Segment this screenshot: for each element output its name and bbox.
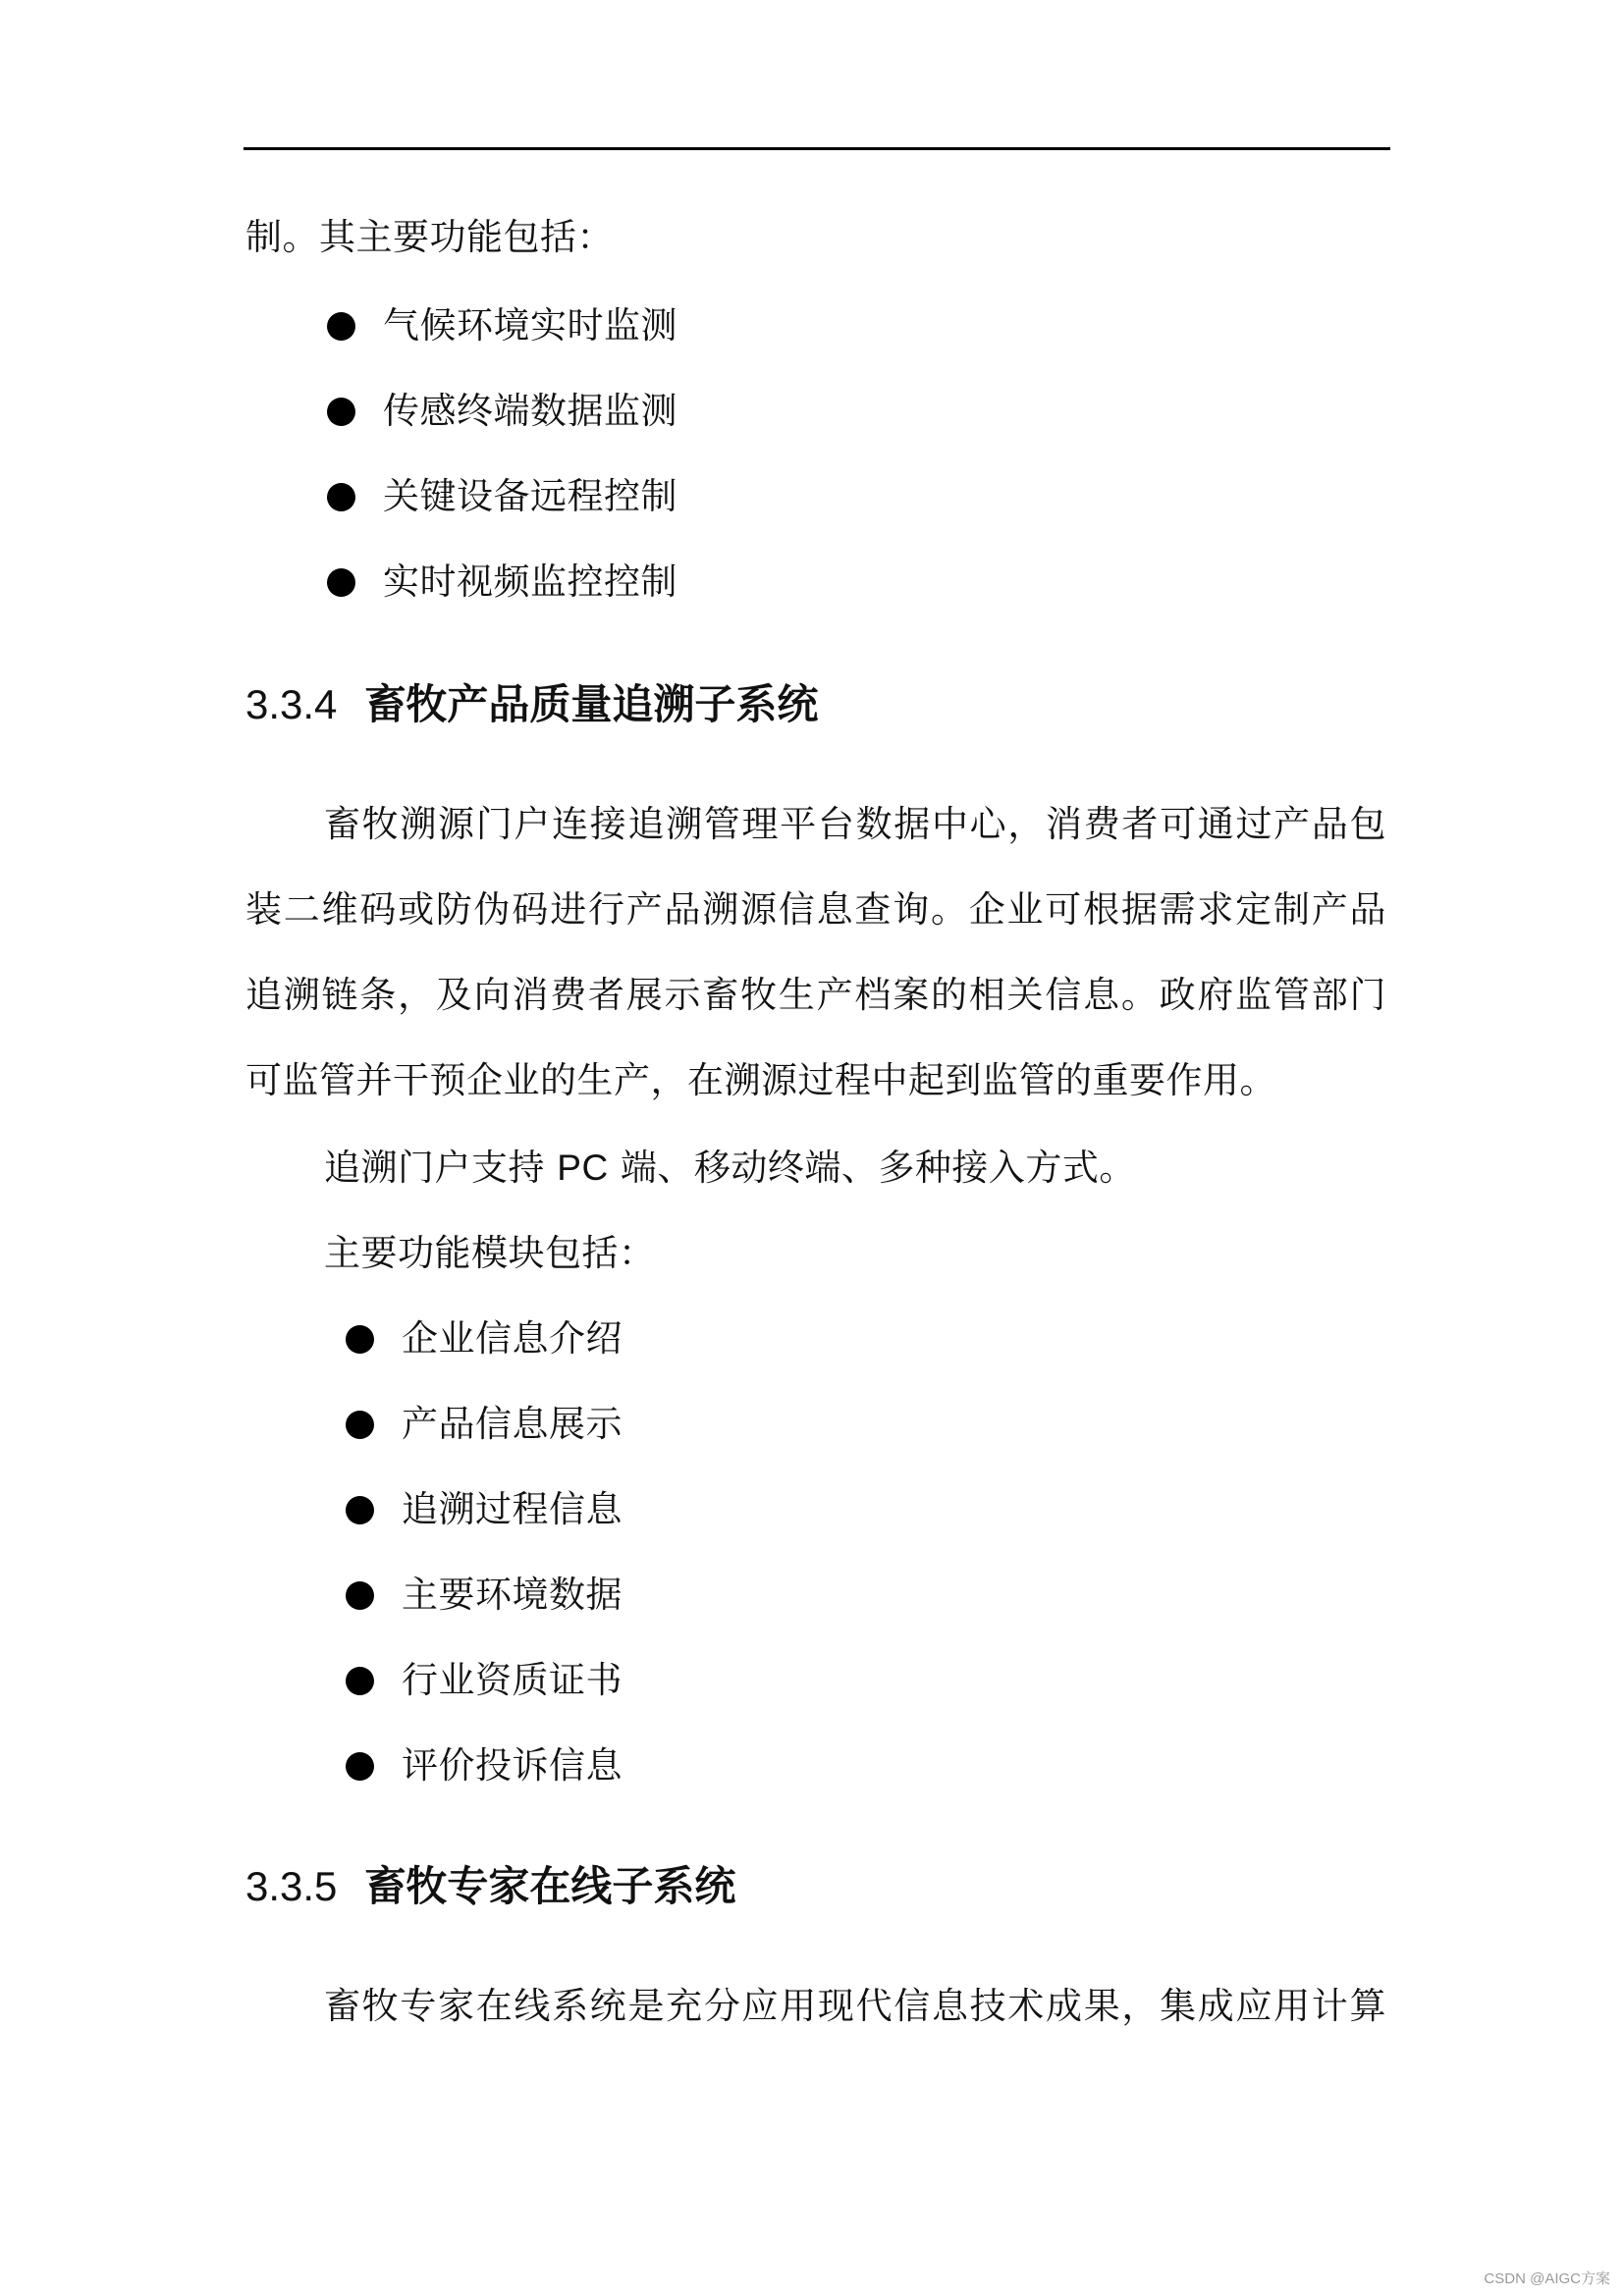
bullet-dot-icon [346, 1752, 374, 1781]
text-fragment: 端、移动终端、多种接入方式。 [608, 1147, 1136, 1189]
watermark: CSDN @AIGC方案 [1484, 2270, 1610, 2287]
bullet-dot-icon [327, 483, 355, 511]
list-item [346, 1742, 623, 1789]
header-rule [244, 147, 1390, 150]
intro-line: 制。其主要功能包括： [245, 216, 614, 258]
list-item [327, 302, 677, 349]
list-item [346, 1486, 623, 1533]
list-item [346, 1315, 623, 1362]
list-item [346, 1401, 623, 1448]
section-number: 3.3.4 [245, 681, 338, 727]
bullet-dot-icon [346, 1325, 374, 1354]
list-item [327, 559, 677, 606]
list-item-label: 实时视频监控控制 [383, 561, 677, 603]
list-item-label: 评价投诉信息 [402, 1744, 623, 1787]
list-item-label: 企业信息介绍 [402, 1317, 623, 1360]
text-fragment: 追溯门户支持 [324, 1147, 558, 1189]
bullet-dot-icon [346, 1411, 374, 1439]
paragraph-line: 畜牧专家在线系统是充分应用现代信息技术成果，集成应用计算 [324, 1985, 1386, 2027]
bullet-dot-icon [346, 1667, 374, 1695]
bullet-dot-icon [346, 1496, 374, 1524]
section-heading-3-3-5 [245, 1859, 735, 1914]
bullet-dot-icon [327, 568, 355, 597]
section-number: 3.3.5 [245, 1863, 338, 1909]
paragraph-line: 装二维码或防伪码进行产品溯源信息查询。企业可根据需求定制产品 [245, 888, 1386, 931]
list-item-label: 追溯过程信息 [402, 1488, 623, 1530]
section-title: 畜牧产品质量追溯子系统 [364, 680, 819, 728]
paragraph-line: 追溯链条，及向消费者展示畜牧生产档案的相关信息。政府监管部门 [245, 974, 1386, 1016]
list-item [346, 1572, 623, 1619]
paragraph-access-modes [324, 1145, 1136, 1192]
bullet-dot-icon [327, 312, 355, 341]
list-item [327, 473, 677, 520]
list-item-label: 关键设备远程控制 [383, 475, 677, 517]
pc-term: PC [557, 1148, 609, 1188]
list-item-label: 行业资质证书 [402, 1659, 623, 1701]
paragraph-line: 可监管并干预企业的生产，在溯源过程中起到监管的重要作用。 [245, 1059, 1276, 1101]
list-item [346, 1657, 623, 1704]
list-item-label: 气候环境实时监测 [383, 304, 677, 347]
bullet-dot-icon [327, 398, 355, 426]
list-item-label: 主要环境数据 [402, 1574, 623, 1616]
bullet-dot-icon [346, 1581, 374, 1610]
section-title: 畜牧专家在线子系统 [364, 1862, 736, 1910]
list-item [327, 388, 677, 435]
list-item-label: 产品信息展示 [402, 1403, 623, 1445]
paragraph-modules-intro: 主要功能模块包括： [324, 1232, 656, 1274]
list-item-label: 传感终端数据监测 [383, 390, 677, 432]
paragraph-line: 畜牧溯源门户连接追溯管理平台数据中心，消费者可通过产品包 [324, 803, 1386, 845]
section-heading-3-3-4 [245, 677, 818, 732]
